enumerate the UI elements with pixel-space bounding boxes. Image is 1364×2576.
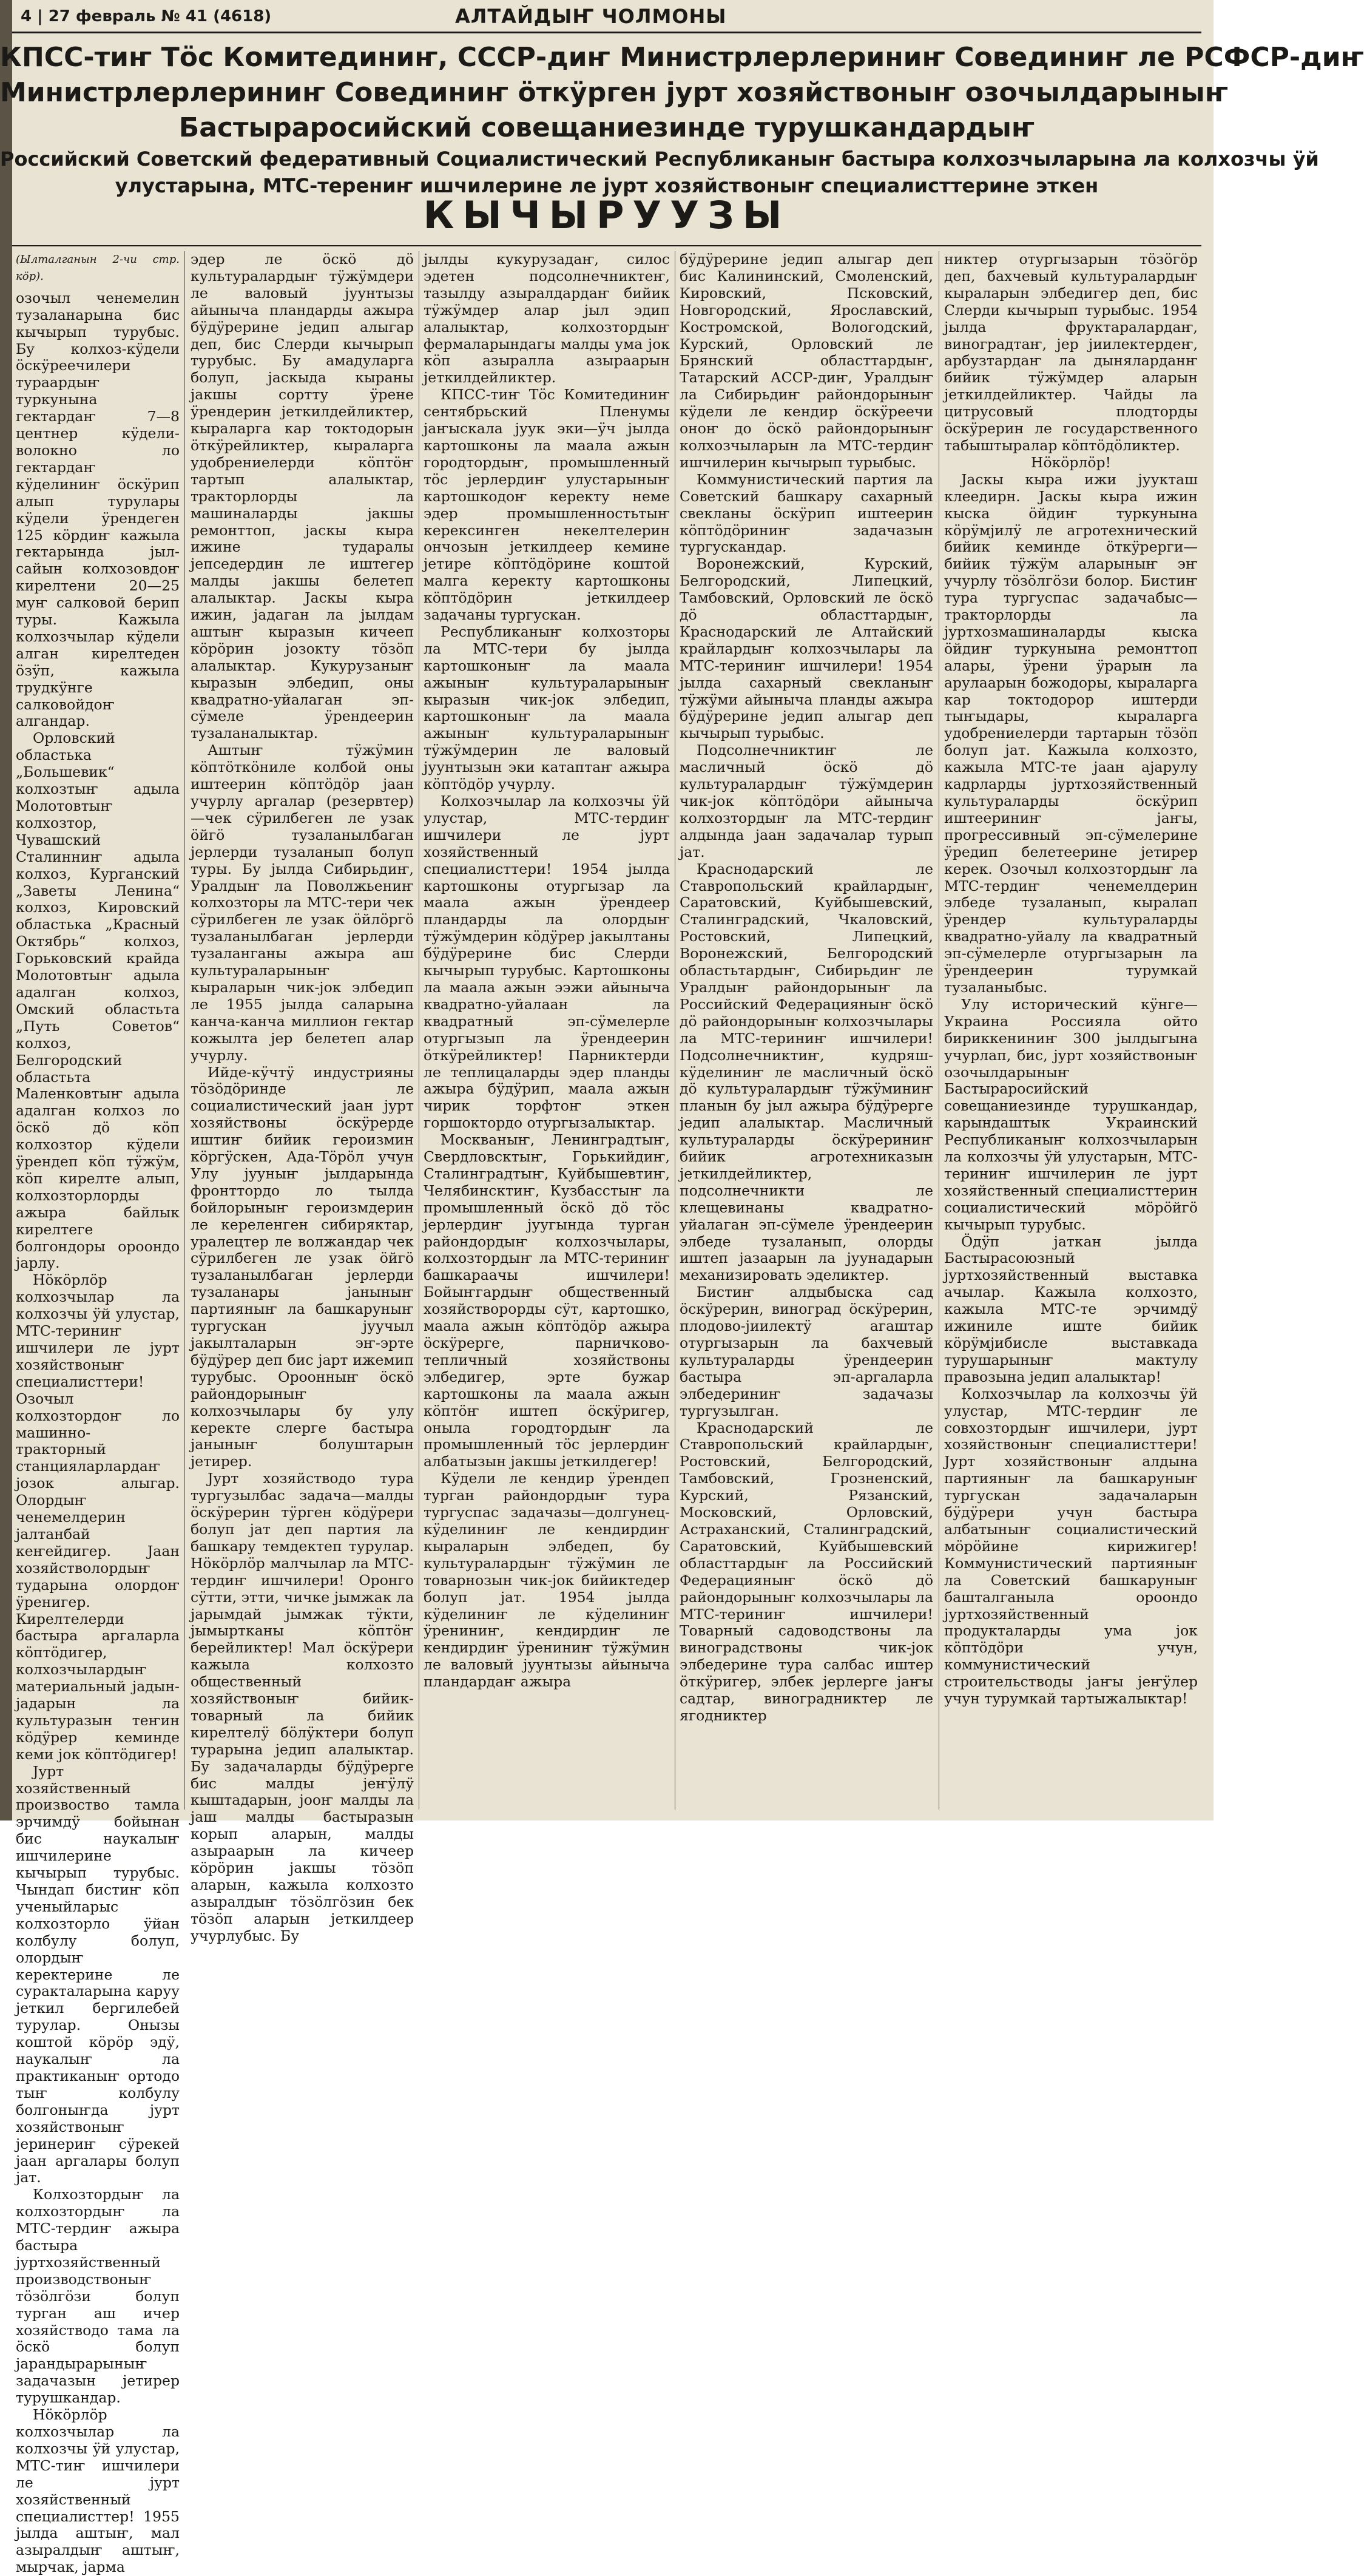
paragraph: Республиканыҥ колхозторы ла МТС-тери бу јылда картошконыҥ ла маала ажыныҥ культураларыныҥ кыразын чик-јок элбедип, картошконыҥ ла маала ажыныҥ культураларыныҥ тӱжӱмдерин ле валовый јуунтызын эки катаптаҥ ажыра кӧптӧдӧр учурлу. [424, 623, 670, 793]
paragraph: Ӧдӱп јаткан јылда Бастырасоюзный јуртхозяйственный выставка ачылар. Кажыла колхозто, кажыла МТС-те эрчимдӱ ижиниле иште бийик кӧрӱмјибисле выставкада турушарыныҥ мактулу правозына једип алалыктар! [944, 1232, 1198, 1385]
masthead [12, 0, 1201, 33]
binding-edge [0, 0, 12, 1820]
paragraph: Бистиҥ алдыбыска сад ӧскӱрерин, виноград ӧскӱрерин, плодово-јиилектӱ агаштар отургызарын ла бахчевый культураларды ӱрендеерин бастыра эп-аргаларла элбедериниҥ задачазы тургузылган. [680, 1283, 933, 1419]
paragraph: Орловский областька „Большевик“ колхозтыҥ адыла Молотовтыҥ колхозтор, Чувашский Сталинниҥ адыла колхоз, Курганский „Заветы Ленина“ колхоз, Кировский областька „Красный Октябрь“ колхоз, Горьковский крайда Молотовтыҥ адыла адалган колхоз, Омский областьта „Путь Советов“ колхоз, Белгородский областьта Маленковтыҥ адыла адалган колхоз ло ӧскӧ дӧ кӧп колхозтор кӱдели ӱрендеп кӧп тӱжӱм, кӧп кирелте алып, колхозторлорды ажыра байлык кирелтеге болгондоры ороондо јарлу. [16, 729, 180, 1272]
paragraph: Јурт хозяйственный произвоство тамла эрчимдӱ бойынан бис наукалыҥ ишчилерине кычырып турубыс. Чындап бистиҥ кӧп ученыйларыс колхозторло ӱйан колбулу болуп, олордыҥ керектерине ле суракталарына каруу јеткил бергилебей турулар. Онызы коштой кӧрӧр эдӱ, наукалыҥ ла практиканыҥ ортодо тыҥ колбулу болгоныҥда јурт хозяйствоныҥ јеринериҥ сӱрекей јаан аргалары болуп јат. [16, 1762, 180, 2186]
paragraph: Кӱдели ле кендир ӱрендеп турган райондордыҥ тура тургуспас задачазы—долгунец-кӱделиниҥ ле кендирдиҥ кыраларын элбедеп, бу культуралардыҥ тӱжӱмин ле товарнозын чик-јок бийиктедер болуп јат. 1954 јылда кӱделиниҥ ле кӱделиниҥ ӱрениниҥ, кендирдиҥ ле кендирдиҥ ӱрениниҥ тӱжӱмин ле валовый јуунтызы айыныча пландардаҥ ажыра [424, 1470, 670, 1691]
subheadline [0, 146, 1319, 199]
continuation-note: (Ылталганын 2-чи стр. кӧр). [16, 253, 180, 283]
paragraph: Колхозтордыҥ ла колхозтордыҥ ла МТС-тердиҥ ажыра бастыра јуртхозяйственный производствоныҥ тӧзӧлгӧзи болуп турган аш ичер хозяйстводо тама ла ӧскӧ болуп јарандырарыныҥ задачазын јетирер турушкандар. [16, 2186, 180, 2407]
paragraph: Ийде-кӱчтӱ индустрияны тӧзӧдӧринде ле социалистический јаан јурт хозяйствоны ӧскӱрерде иштиҥ бийик героизмин кӧргӱскен, Ада-Тӧрӧл учун Улу јууныҥ јылдарында фронттордо ло тылда бойлорыныҥ героизмдерин ле кереленген сибиряктар, уралецтер ле волжандар чек сӱрилбеген ле узак ӧйгӧ тузаланылбаган јерлерди тузаланары јаныныҥ партияныҥ ла башкаруныҥ тургускан јуучыл јакылталарын эҥ-эрте бӱдӱрер деп бис јарт ижемип турубыс. Ороонныҥ ӧскӧ райондорыныҥ колхозчылары бу улу керекте слерге бастыра јаныныҥ болуштарын јетирер. [191, 1063, 414, 1470]
headline-line: Бастыраросийский совещаниезинде турушкандардыҥ [178, 112, 1035, 143]
article-title: КЫЧЫРУУЗЫ [423, 193, 791, 237]
paragraph: Јаскы кыра ижи јуукташ клеедирн. Јаскы кыра ижин кыска ӧйдиҥ туркунына кӧрӱмјилӱ ле агротехнический бийик кеминде ӧткӱрерги—бийик тӱжӱм аларыныҥ эҥ учурлу тӧзӧлгӧзи болор. Бистиҥ тура тургуспас задачабыс—тракторлорды ла јуртхозмашиналарды кыска ӧйдиҥ туркунына ремонттоп алары, ӱрени ӱрарын ла арулаарын божодоры, кыраларга кар токтодорор иштерди тыҥыдары, кыраларга удобрениелерди тартарын тӧзӧп болуп јат. Кажыла колхозто, кажыла МТС-те јаан ајарулу кадрларды јуртхозяйственный культураларды ӧскӱрип иштеериниҥ јаҥы, прогрессивный эп-сӱмелерине ӱредип белетеерине јетирер керек. Озочыл колхозтордыҥ ла МТС-тердиҥ ченемелдерин элбеде тузаланып, кыралап ӱрендер культураларды квадратно-уйалу ла квадратный эп-сӱмелерле отургызарын ла ӱрендеерин турумкай тузаланыбыс. [944, 470, 1198, 996]
headline-line: Министрлерлериниҥ Совединиҥ ӧткӱрген јурт хозяйствоныҥ озочылдарыныҥ [0, 77, 1229, 108]
paragraph: Коммунистический партия ла Советский башкару сахарный свекланы ӧскӱрип иштеерин кӧптӧдӧриниҥ задачазын тургускандар. [680, 470, 933, 556]
column-3 [424, 251, 670, 1810]
subheadline-line: улустарына, МТС-терениҥ ишчилерине ле јурт хозяйствоныҥ специалисттерине эткен [115, 174, 1099, 197]
paragraph: јылды кукурузадаҥ, силос эдетен подсолнечниктеҥ, тазылду азыралдардаҥ бийик тӱжӱмдер алар јыл эдип алалыктар, колхозтордыҥ фермаларындагы малды ума јок кӧп азыралла азыраарын јеткилдейликтер. [424, 251, 670, 387]
paragraph: Подсолнечниктиҥ ле масличный ӧскӧ дӧ культуралардыҥ тӱжӱмдерин чик-јок кӧптӧдӧри айыныча колхозтордыҥ ла МТС-тердиҥ алдында јаан задачалар турып јат. [680, 742, 933, 860]
column-2 [191, 251, 414, 1944]
paragraph: Улу исторический кӱнге—Украина Россияла ойто бириккениниҥ 300 јылдыгына учурлап, бис, јурт хозяйствоныҥ озочылдарыныҥ Бастыраросийский совещаниезинде турушкандар, карындаштык Украинский Республиканыҥ колхозчыларын ла колхозчы ӱй улустарын, МТС-териниҥ ишчилерин ле јурт хозяйственный специалисттерин социалистический мӧрӧйгӧ кычырып турубыс. [944, 995, 1198, 1233]
title-rule [12, 245, 1201, 246]
paragraph: Аштыҥ тӱжӱмин кӧптӧткӧниле колбой оны иштеерин кӧптӧдӧр јаан учурлу аргалар (резервтер)—чек сӱрилбеген ле узак ӧйгӧ тузаланылбаган јерлерди тузаланып болуп туры. Бу јылда Сибирьдиҥ, Уралдыҥ ла Поволжьениҥ колхозторы ла МТС-тери чек сӱрилбеген ле узак ӧйлӧргӧ тузаланылбаган јерлерди тузаланганы ажыра аш культураларыныҥ кыраларын чик-јок элбедип ле 1955 јылда саларына канча-канча миллион гектар кожылта јер белетеп алар учурлу. [191, 742, 414, 1064]
paragraph: Колхозчылар ла колхозчы ӱй улустар, МТС-тердиҥ ишчилери ле јурт хозяйственный специалисттери! 1954 јылда картошконы отургызар ла маала ажын ӱрендеер пландарды ла олордыҥ тӱжӱмдерин кӧдӱрер јакылтаны бӱдӱрерине бис Слерди кычырып турубыс. Картошконы ла маала ажын ээжи айыныча квадратно-уйалаан ла квадратный эп-сӱмелерле отургызып ла ӱрендеерин ӧткӱрейликтер! Парниктерди ле теплицаларды эдер планды ажыра бӱдӱрип, маала ажын чирик торфтоҥ эткен горшоктордо отургызалыктар. [424, 793, 670, 1132]
column-5 [944, 251, 1198, 1810]
newspaper-name: АЛТАЙДЫҤ ЧОЛМОНЫ [455, 5, 727, 28]
paragraph: Јурт хозяйстводо тура тургузылбас задача—малды ӧскӱрерин тӱрген кӧдӱрери болуп јат деп партия ла башкару темдектеп турулар. Нӧкӧрлӧр малчылар ла МТС-тердиҥ ишчилери! Оронго сӱтти, этти, чичке јымжак ла јарымдай јымжак тӱкти, јымыртканы кӧптӧҥ берейликтер! Мал ӧскӱрери кажыла колхозто общественный хозяйствоныҥ бийик-товарный ла бийик кирелтелӱ бӧлӱктери болуп турарына једип алалыктар. Бу задачаларды бӱдӱрерге бис малды јеҥӱлӱ кыштадарын, јооҥ малды ла јаш малды бастыразын корып аларын, малды азыраарын ла кичеер кӧрӧрин јакшы тӧзӧп аларын, кажыла колхозто азыралдыҥ тӧзӧлгӧзин бек тӧзӧп аларын јеткилдеер учурлубыс. Бу [191, 1470, 414, 1944]
paragraph: эдер ле ӧскӧ дӧ культуралардыҥ тӱжӱмдери ле валовый јуунтызы айыныча пландарды ажыра бӱдӱрерине једип алыгар деп, бис Слерди кычырып турубыс. Бу амадуларга болуп, јаскыда кыраны јакшы сортту ӱрене ӱрендерин јеткилдейликтер, кыраларга кар токтодорын ӧткӱрейликтер, кыраларга удобрениелерди кӧптӧҥ тартып алалыктар, тракторлорды ла машиналарды јакшы ремонттоп, јаскы кыра ижине тударалы јепседердин ле иштегер малды јакшы белетеп алалыктар. Јаскы кыра ижин, јадаган ла јылдам аштыҥ кыразын кичееп кӧрӧрин јозокту тӧзӧп алалыктар. Кукурузаныҥ кыразын элбедип, оны квадратно-уйалаган эп-сӱмеле ӱрендеерин тузаланалыктар. [191, 251, 414, 742]
paragraph: Нӧкӧрлӧр колхозчылар ла колхозчы ӱй улустар, МТС-териниҥ ишчилери ле јурт хозяйствоныҥ специалисттери! Озочыл колхозтордоҥ ло машинно-тракторный станцияларлардаҥ јозок алыгар. Олордыҥ ченемелдерин јалтанбай кеҥейдигер. Јаан хозяйстволордыҥ тударына олордоҥ ӱренигер. Кирелтелерди бастыра аргаларла кӧптӧдигер, колхозчылардыҥ материальный јадын-јадарын ла культуразын теҥин кӧдӱрер кеминде кеми јок кӧптӧдигер! [16, 1271, 180, 1763]
headline [0, 40, 1364, 146]
column-1 [16, 251, 180, 2576]
paragraph: КПСС-тиҥ Тӧс Комитединиҥ сентябрьский Пленумы јаҥыскала јуук эки—ӱч јылда картошконы ла маала ажын городтордыҥ, промышленный тӧс јерлердиҥ улустарыныҥ картошкодоҥ керекту неме эдер промышленностьтыҥ керексинген некелтелерин ончозын јеткилдеер кемине јетире кӧптӧдӧрине коштой малга керекту картошконы кӧптӧдӧрин јеткилдеер задачаны тургускан. [424, 386, 670, 624]
paragraph: Колхозчылар ла колхозчы ӱй улустар, МТС-тердиҥ ле совхозтордыҥ ишчилери, јурт хозяйствоныҥ специалисттери! Јурт хозяйствоныҥ алдына партияныҥ ла башкаруныҥ тургускан задачаларын бӱдӱрери учун бастыра албатыныҥ социалистический мӧрӧйине кирижигер! Коммунистический партияныҥ ла Советский башкаруныҥ башталганыла ороондо јуртхозяйственный продукталарды ума јок кӧптӧдӧри учун, коммунистический строительстводы јаҥы јеҥӱлер учун турумкай тартыжалыктар! [944, 1385, 1198, 1708]
paragraph: Нӧкӧрлӧр колхозчылар ла колхозчы ӱй улустар, МТС-тиҥ ишчилери ле јурт хозяйственный специалисттер! 1955 јылда аштыҥ, мал азыралдыҥ аштыҥ, мырчак, јарма [16, 2406, 180, 2576]
paragraph: бӱдӱрерине једип алыгар деп бис Калининский, Смоленский, Кировский, Псковский, Новгородский, Ярославский, Костромской, Вологодский, Курский, Орловский ле Брянский областтардыҥ, Татарский АССР-диҥ, Уралдыҥ ла Сибирьдиҥ райондорыныҥ кӱдели ле кендир ӧскӱреечи оноҥ до ӧскӧ райондорыныҥ колхозчыларын ла МТС-тердиҥ ишчилерин кычырып турыбыс. [680, 251, 933, 471]
paragraph: озочыл ченемелин тузаланарына бис кычырып турубыс. Бу колхоз-кӱдели ӧскӱреечилери тураардыҥ туркунына гектардаҥ 7—8 центнер кӱдели-волокно ло гектардаҥ кӱделиниҥ ӧскӱрип алып турулары кӱдели ӱрендеген 125 кӧрдиҥ кажыла гектарында јыл-сайын колхозовдоҥ кирелтени 20—25 муҥ салковой берип туры. Кажыла колхозчылар кӱдели алган кирелтеден ӧзӱп, кажыла трудкӱнге салковойдоҥ алгандар. [16, 289, 180, 730]
subheadline-line: Российский Советский федеративный Социалистический Республиканыҥ бастыра колхозчыларына ла колхозчы ӱй [0, 147, 1319, 171]
paragraph: Краснодарский ле Ставропольский крайлардыҥ, Саратовский, Куйбышевский, Сталинградский, Чкаловский, Ростовский, Липецкий, Воронежский, Белгородский областьтардыҥ, Сибирьдиҥ ле Уралдыҥ райондорыныҥ ла Российский Федерацияныҥ ӧскӧ дӧ райондорыныҥ колхозчылары ла МТС-териниҥ ишчилери! Подсолнечниктиҥ, кудряш-кӱделиниҥ ле масличный ӧскӧ дӧ культуралардыҥ тӱжӱминиҥ планын бу јыл ажыра бӱдӱрерге једип алалыктар. Масличный культураларды ӧскӱрериниҥ бийик агротехниказын јеткилдейликтер, подсолнечникти ле клещевинаны квадратно-уйалаган эп-сӱмеле ӱрендеерин элбеде тузаланып, олорды иштеп јазаарын ла јуунадарын механизировать эделиктер. [680, 860, 933, 1284]
paragraph: Москваныҥ, Ленинградтыҥ, Свердловсктыҥ, Горькийдиҥ, Сталинградтыҥ, Куйбышевтиҥ, Челябинсктиҥ, Кузбасстыҥ ла промышленный ӧскӧ дӧ тӧс јерлердиҥ јуугында турган райондордыҥ колхозчылары, колхозтордыҥ ла МТС-териниҥ башкараачы ишчилери! Бойыҥгардыҥ общественный хозяйстворорды сӱт, картошко, маала ажын кӧптӧдӧр ажыра ӧскӱрерге, парничково-тепличный хозяйствоны элбедигер, эрте бужар картошконы ла маала ажын кӧптӧҥ иштеп ӧскӱригер, оныла городтордыҥ ла промышленный тӧс јерлердиҥ албатызын јакшы јеткилдегер! [424, 1131, 670, 1470]
paragraph: Воронежский, Курский, Белгородский, Липецкий, Тамбовский, Орловский ле ӧскӧ дӧ областтардыҥ, Краснодарский ле Алтайский крайлардыҥ колхозчылары ла МТС-териниҥ ишчилери! 1954 јылда сахарный свекланыҥ тӱжӱми айыныча планды ажыра бӱдӱрерине једип алыгар деп кычырып турыбыс. [680, 555, 933, 742]
column-divider [184, 251, 185, 1810]
paragraph: никтер отургызарын тӧзӧгӧр деп, бахчевый культуралардыҥ кыраларын элбедигер деп, бис Слерди кычырып турыбыс. 1954 јылда фруктаралардаҥ, виноградтаҥ, јер јиилектердеҥ, арбузтардаҥ ла дыняларданҥ бийик тӱжӱмдер аларын јеткилдейликтер. Чайды ла цитрусовый плодторды ӧскӱрерин ле государственного табыштыралар кӧптӧдӧликтер. [944, 251, 1198, 454]
headline-line: КПСС-тиҥ Тӧс Комитединиҥ, СССР-диҥ Министрлерлериниҥ Совединиҥ ле РСФСР-диҥ [0, 42, 1364, 73]
issue-date: 4 | 27 февраль № 41 (4618) [21, 7, 272, 25]
section-heading: Нӧкӧрлӧр! [1030, 453, 1112, 471]
paragraph: Краснодарский ле Ставропольский крайлардыҥ, Ростовский, Белгородский, Тамбовский, Грозненский, Курский, Рязанский, Московский, Орловский, Астраханский, Сталинградский, Саратовский, Куйбышевский областтардыҥ ла Российский Федерацияныҥ ӧскӧ дӧ райондорыныҥ колхозчылары ла МТС-териниҥ ишчилери! Товарный садоводствоны ла виноградствоны чик-јок элбедерине тура салбас иштер ӧткӱригер, элбек јерлерге јаҥы садтар, виноградниктер ле ягодниктер [680, 1419, 933, 1724]
column-4 [680, 251, 933, 1810]
